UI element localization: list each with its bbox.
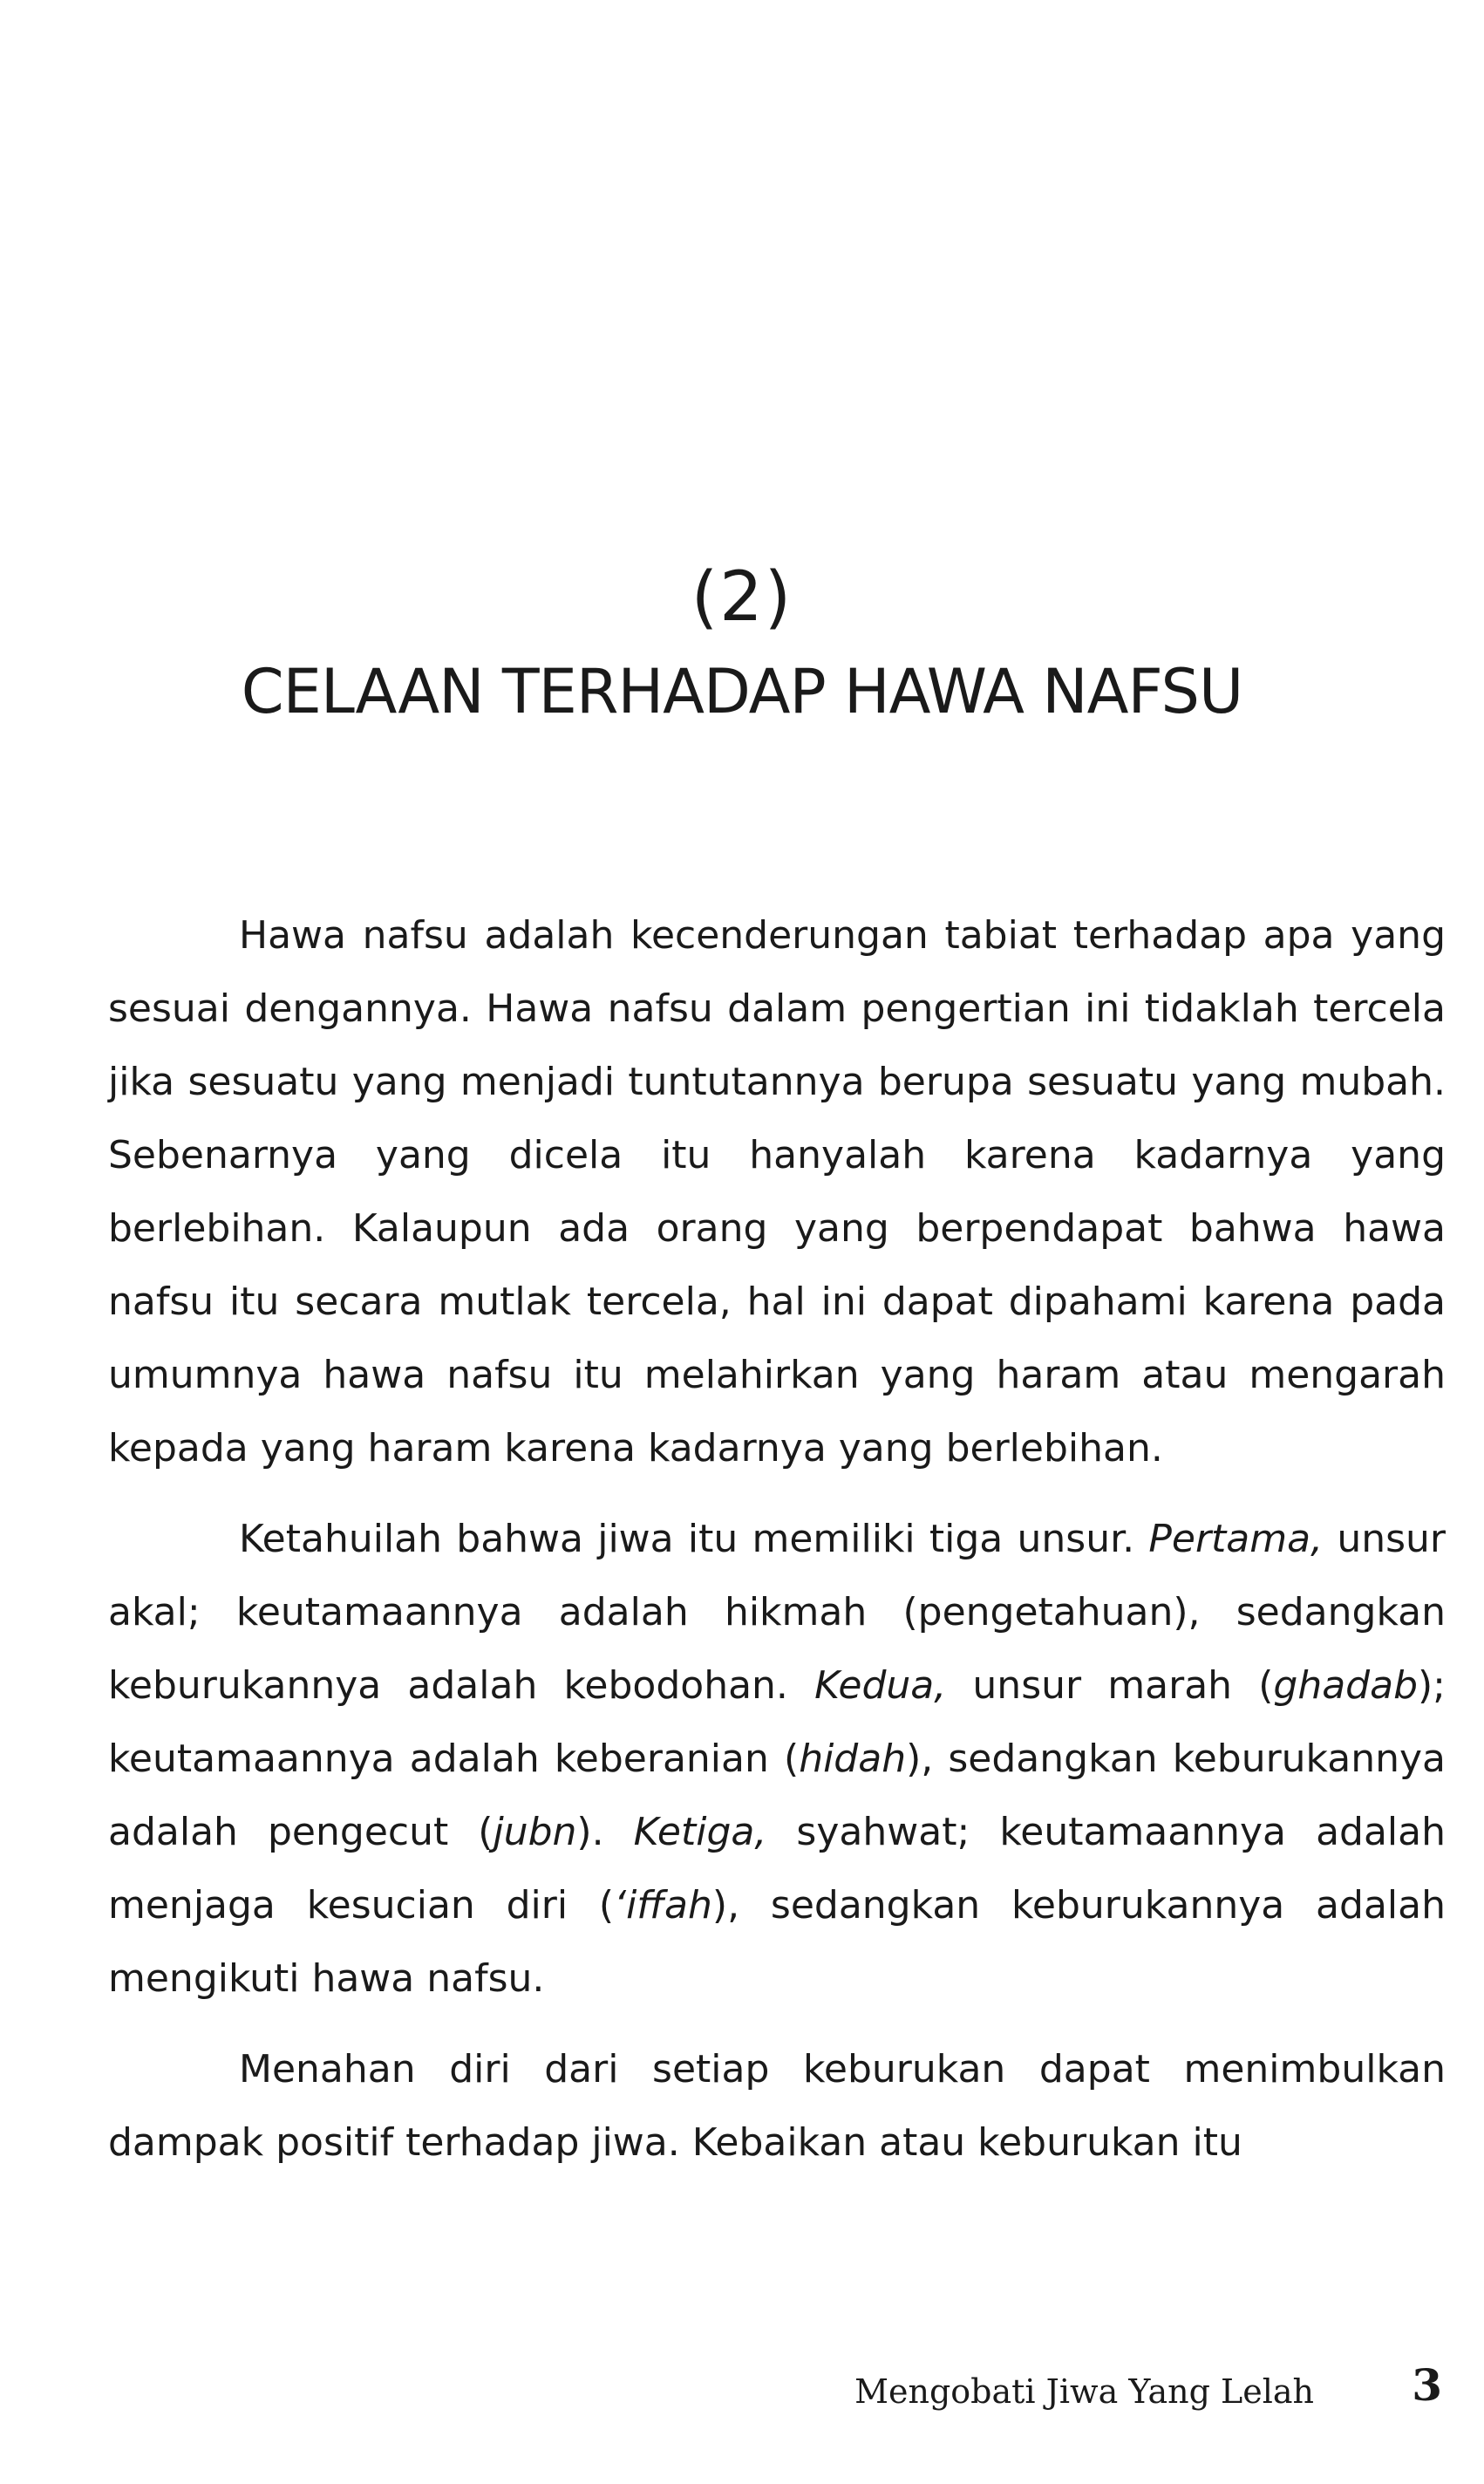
italic-term: Pertama, [1148,1517,1324,1561]
text-segment: unsur marah ( [946,1663,1274,1708]
italic-term: ‘iffah [614,1883,712,1928]
body-text [108,899,1446,2197]
text-segment: Menahan diri dari setiap keburukan dapat menimbulkan dampak positif terhadap jiwa. Kebaikan atau keburukan itu [108,2047,1446,2165]
text-segment: ). [576,1810,634,1854]
paragraph [108,2033,1446,2180]
italic-term: Ketiga, [633,1810,767,1854]
italic-term: hidah [799,1737,907,1781]
text-segment: ), sedangkan keburukannya adalah mengikuti hawa nafsu. [108,1883,1446,2001]
paragraph [108,899,1446,1485]
text-segment: Hawa nafsu adalah kecenderungan tabiat terhadap apa yang sesuai dengannya. Hawa nafsu dalam pengertian ini tidaklah tercela jika sesuatu yang menjadi tuntutannya berupa sesuatu yang mubah. Sebenarnya yang dicela itu hanyalah karena kadarnya yang berlebihan. Kalaupun ada orang yang berpendapat bahwa hawa nafsu itu secara mutlak tercela, hal ini dapat dipahami karena pada umumnya hawa nafsu itu melahirkan yang haram atau mengarah kepada yang haram karena kadarnya yang berlebihan. [108,913,1446,1471]
running-title: Mengobati Jiwa Yang Lelah [854,2372,1314,2411]
italic-term: ghadab [1273,1663,1419,1708]
page-number: 3 [1412,2359,1442,2411]
text-segment: Ketahuilah bahwa jiwa itu memiliki tiga unsur. [239,1517,1149,1561]
chapter-title: CELAAN TERHADAP HAWA NAFSU [241,656,1243,727]
text-segment: ); keutamaannya adalah keberanian ( [108,1663,1447,1781]
page-footer [0,2359,1484,2420]
italic-term: jubn [493,1810,577,1854]
chapter-number: (2) [691,558,793,637]
italic-term: Kedua, [814,1663,947,1708]
paragraph [108,1503,1446,2016]
text-segment: unsur akal; keutamaannya adalah hikmah (pengetahuan), sedangkan keburukannya adalah kebodohan. [108,1517,1446,1708]
text-segment: syahwat; keutamaannya adalah menjaga kesucian diri ( [108,1810,1446,1928]
text-segment: ), sedangkan keburukannya adalah pengecut ( [108,1737,1447,1854]
